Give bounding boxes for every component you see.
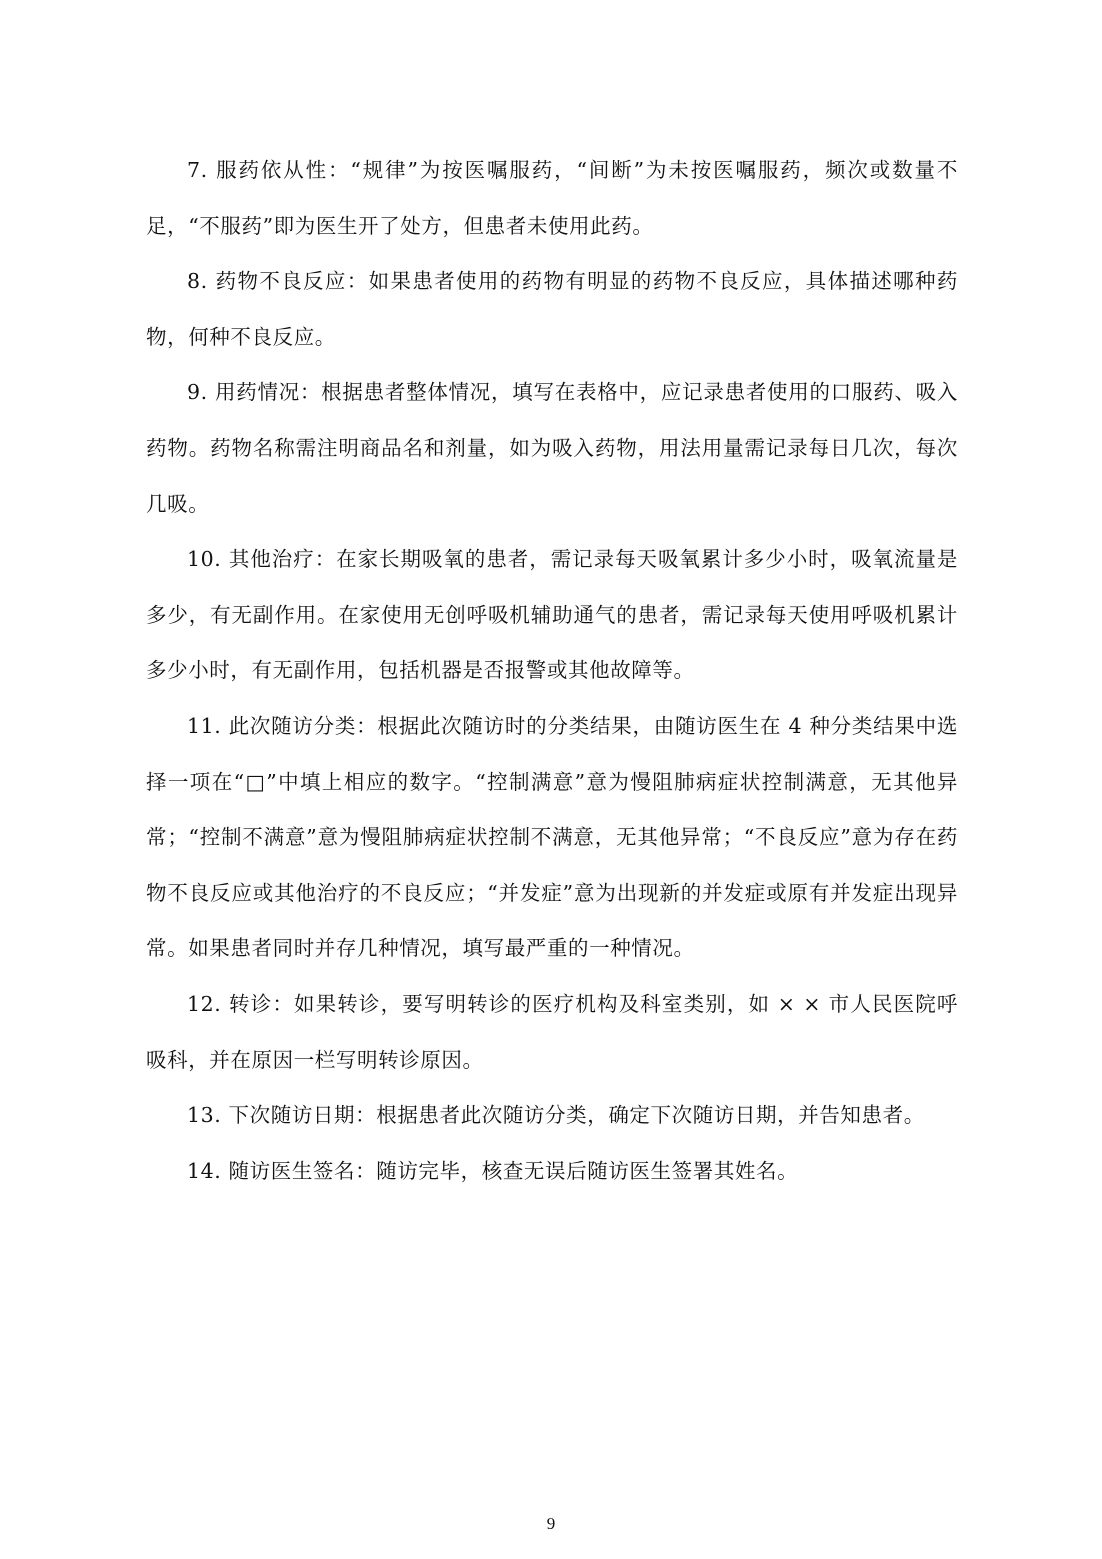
- paragraph-item-8: 8. 药物不良反应：如果患者使用的药物有明显的药物不良反应，具体描述哪种药物，何种不良反应。: [146, 269, 958, 349]
- paragraph-item-14: 14. 随访医生签名：随访完毕，核查无误后随访医生签署其姓名。: [187, 1158, 799, 1183]
- paragraph-item-10: 10. 其他治疗：在家长期吸氧的患者，需记录每天吸氧累计多少小时，吸氧流量是多少，有无副作用。在家使用无创呼吸机辅助通气的患者，需记录每天使用呼吸机累计多少小时，有无副作用，包括机器是否报警或其他故障等。: [146, 547, 958, 683]
- paragraph-item-11: 11. 此次随访分类：根据此次随访时的分类结果，由随访医生在 4 种分类结果中选择一项在“□”中填上相应的数字。“控制满意”意为慢阻肺病症状控制满意，无其他异常；“控制不满意”意为慢阻肺病症状控制不满意，无其他异常；“不良反应”意为存在药物不良反应或其他治疗的不良反应；“并发症”意为出现新的并发症或原有并发症出现异常。如果患者同时并存几种情况，填写最严重的一种情况。: [146, 713, 958, 961]
- document-body: [146, 143, 958, 1199]
- paragraph-item-13: 13. 下次随访日期：根据患者此次随访分类，确定下次随访日期，并告知患者。: [187, 1103, 925, 1128]
- paragraph-item-9: 9. 用药情况：根据患者整体情况，填写在表格中，应记录患者使用的口服药、吸入药物。药物名称需注明商品名和剂量，如为吸入药物，用法用量需记录每日几次，每次几吸。: [146, 380, 958, 516]
- paragraph-item-12: 12. 转诊：如果转诊，要写明转诊的医疗机构及科室类别，如 × × 市人民医院呼吸科，并在原因一栏写明转诊原因。: [146, 991, 958, 1072]
- page-number: 9: [546, 1514, 556, 1533]
- paragraph-item-7: 7. 服药依从性：“规律”为按医嘱服药，“间断”为未按医嘱服药，频次或数量不足，“不服药”即为医生开了处方，但患者未使用此药。: [146, 158, 958, 238]
